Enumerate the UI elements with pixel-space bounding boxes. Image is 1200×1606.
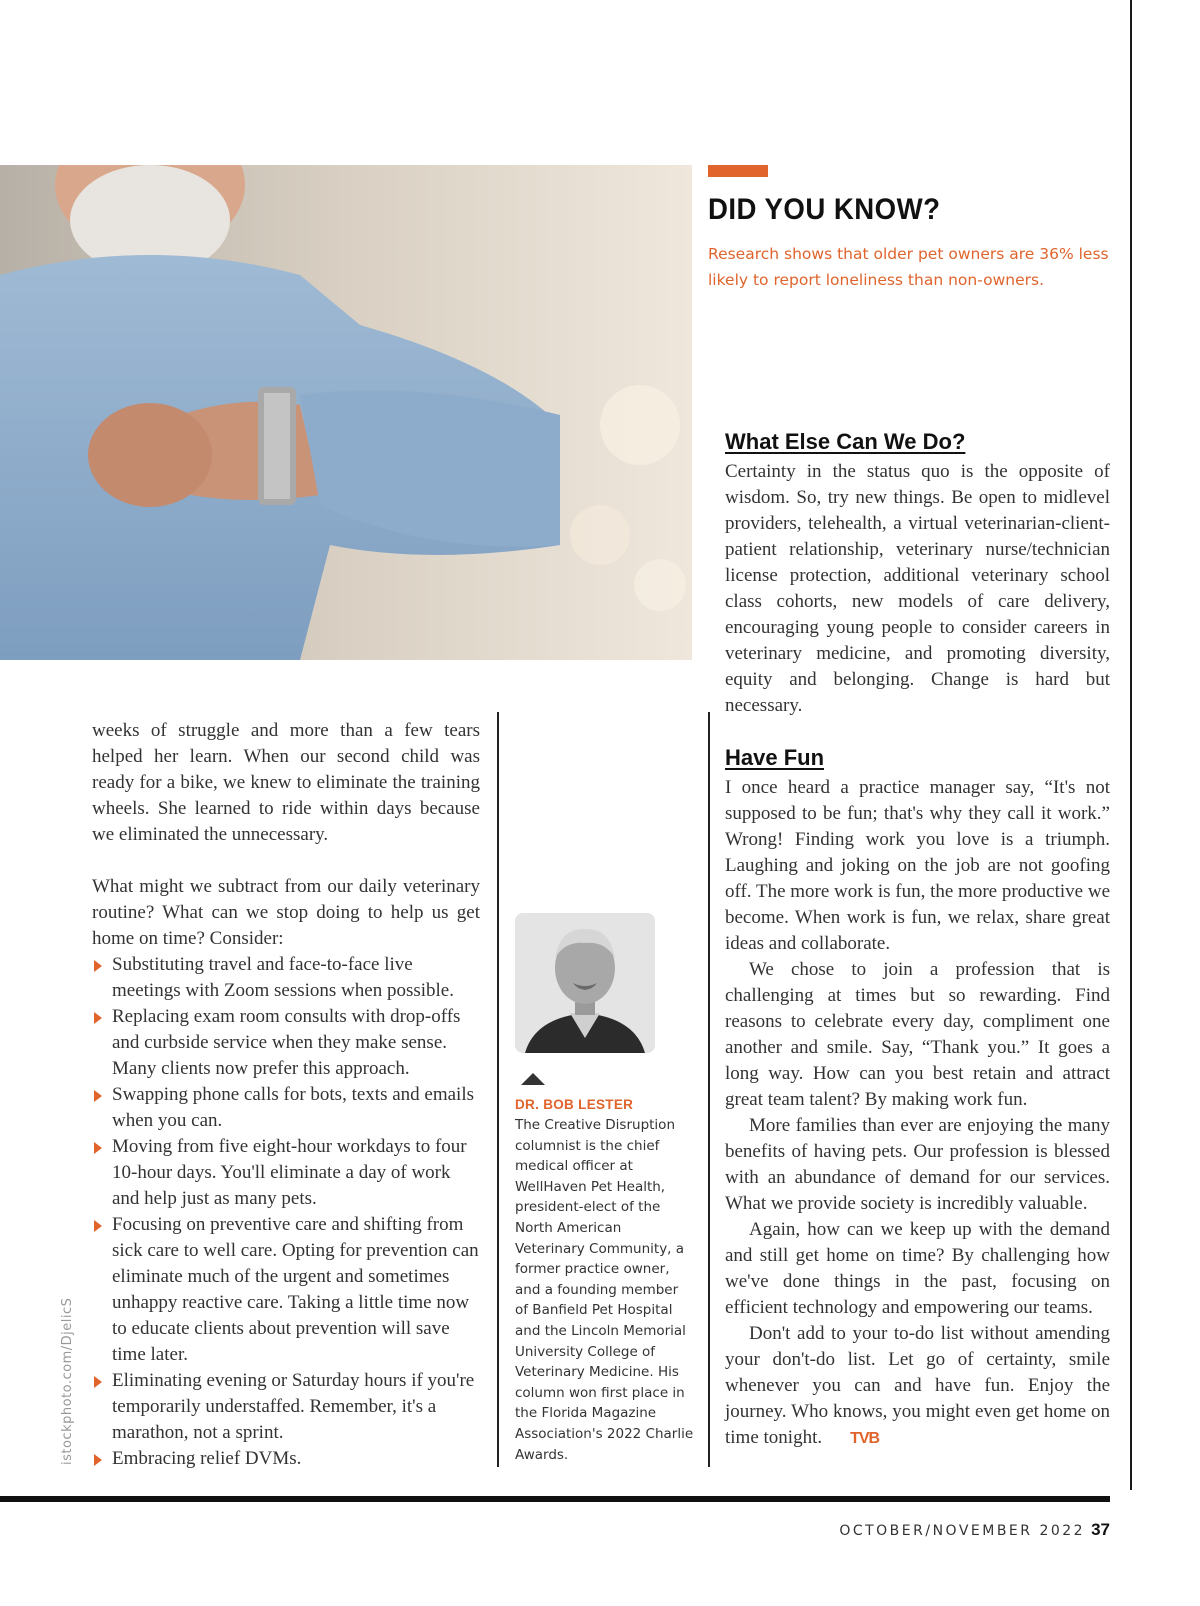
author-column (515, 913, 695, 1465)
list-item: Substituting travel and face-to-face live meetings with Zoom sessions when possible. (92, 952, 480, 1004)
list-item: Moving from five eight-hour workdays to four 10-hour days. You'll eliminate a day of work and help just as many pets. (92, 1134, 480, 1212)
page-number: 37 (1091, 1520, 1110, 1539)
photo-credit: istockphoto.com/DjelicS (60, 1297, 75, 1465)
right-column (725, 427, 1110, 1452)
section-heading: What Else Can We Do? (725, 429, 966, 454)
page-footer (839, 1520, 1110, 1540)
paragraph: More families than ever are enjoying the many benefits of having pets. Our profession is blessed with an abundance of demand for our services. What we provide society is incredibly valuable. (725, 1115, 1110, 1214)
author-photo (515, 913, 655, 1053)
footer-rule (0, 1496, 1110, 1502)
list-item: Eliminating evening or Saturday hours if you're temporarily understaffed. Remember, it's a marathon, not a sprint. (92, 1368, 480, 1446)
did-you-know-box (708, 165, 1128, 293)
bullet-triangle-icon (94, 960, 102, 972)
bullet-triangle-icon (94, 1220, 102, 1232)
list-item: Swapping phone calls for bots, texts and emails when you can. (92, 1082, 480, 1134)
author-name: DR. BOB LESTER (515, 1097, 634, 1112)
paragraph: I once heard a practice manager say, “It's not supposed to be fun; that's why they call it work.” Wrong! Finding work you love is a triumph. Laughing and joking on the job are not goofing off. The more work is fun, the more productive we become. When work is fun, we relax, share great ideas and collaborate. (725, 777, 1111, 954)
author-bio: The Creative Disruption columnist is the chief medical officer at WellHaven Pet Health, president-elect of the North American Veterinary Community, a former practice owner, and a founding member of Banfield Pet Hospital and the Lincoln Memorial University College of Veterinary Medicine. His column won first place in the Florida Magazine Association's 2022 Charlie Awards. (515, 1117, 694, 1463)
list-item: Focusing on preventive care and shifting from sick care to well care. Opting for prevention can eliminate much of the urgent and sometimes unhappy reactive care. Taking a little time now to educate clients about prevention will save time later. (92, 1212, 480, 1368)
bullet-triangle-icon (94, 1454, 102, 1466)
tvb-logo: TVB (850, 1430, 880, 1447)
did-you-know-text: Research shows that older pet owners are 36% less likely to report loneliness than non-owners. (708, 245, 1109, 289)
did-you-know-title: DID YOU KNOW? (708, 193, 941, 226)
paragraph: weeks of struggle and more than a few tears helped her learn. When our second child was ready for a bike, we knew to eliminate the training wheels. She learned to ride within days because we eliminated the unnecessary. (92, 720, 480, 845)
paragraph: Certainty in the status quo is the opposite of wisdom. So, try new things. Be open to midlevel providers, telehealth, a virtual veterinarian-client-patient relationship, veterinary nurse/technician license protection, additional veterinary school class cohorts, new models of care delivery, encouraging young people to consider careers in veterinary medicine, and promoting diversity, equity and belonging. Change is hard but necessary. (725, 461, 1110, 716)
bullet-triangle-icon (94, 1376, 102, 1388)
caret-up-icon (521, 1073, 545, 1085)
accent-bar (708, 165, 768, 177)
hero-photo (0, 165, 692, 660)
page-edge-rule (1130, 0, 1132, 1490)
paragraph: Again, how can we keep up with the demand and still get home on time? By challenging how we've done things in the past, focusing on efficient technology and empowering our teams. (725, 1219, 1110, 1318)
column-rule-right (708, 712, 710, 1467)
paragraph: We chose to join a profession that is challenging at times but so rewarding. Find reasons to celebrate every day, compliment one another and smile. Say, “Thank you.” It goes a long way. How can you best retain and attract great team talent? By making work fun. (725, 959, 1110, 1110)
paragraph: Don't add to your to-do list without amending your don't-do list. Let go of certainty, smile whenever you can and have fun. Enjoy the journey. Who knows, you might even get home on time tonight. TVB (725, 1321, 1110, 1452)
paragraph: What might we subtract from our daily veterinary routine? What can we stop doing to help us get home on time? Consider: (92, 876, 480, 949)
bullet-triangle-icon (94, 1012, 102, 1024)
list-item: Embracing relief DVMs. (92, 1446, 480, 1472)
issue-date: OCTOBER/NOVEMBER 2022 (839, 1523, 1086, 1539)
left-column (92, 718, 480, 1472)
bullet-triangle-icon (94, 1142, 102, 1154)
bullet-triangle-icon (94, 1090, 102, 1102)
bullet-list (92, 952, 480, 1472)
list-item: Replacing exam room consults with drop-offs and curbside service when they make sense. Many clients now prefer this approach. (92, 1004, 480, 1082)
column-rule-left (497, 712, 499, 1467)
section-heading: Have Fun (725, 745, 825, 770)
